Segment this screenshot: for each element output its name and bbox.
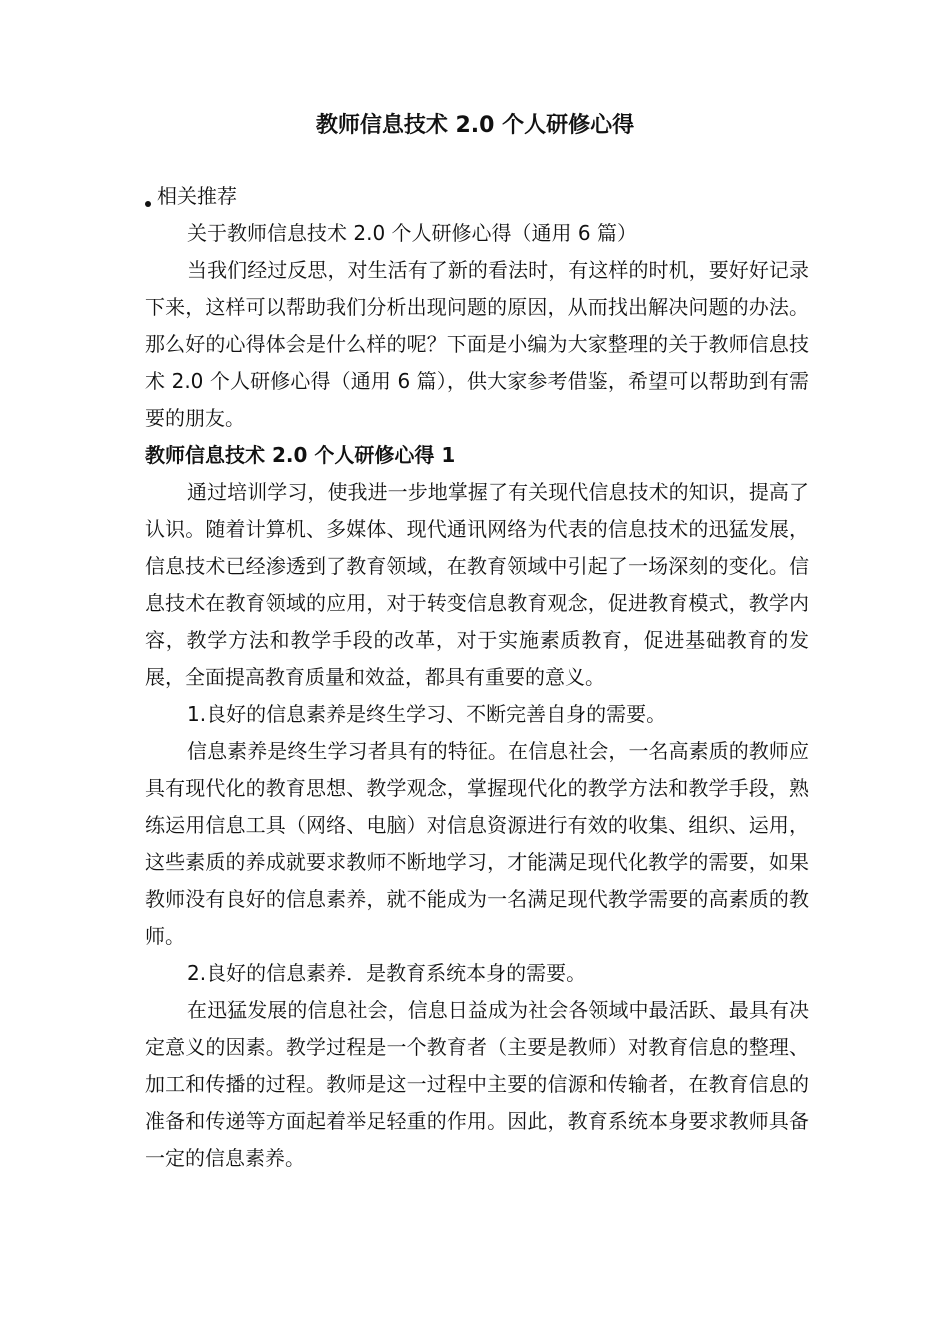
document-title: 教师信息技术 2.0 个人研修心得 xyxy=(315,113,635,138)
bullet-icon xyxy=(145,201,151,207)
related-label: 相关推荐 xyxy=(157,184,237,208)
intro-paragraph: 当我们经过反思，对生活有了新的看法时，有这样的时机，要好好记录下来，这样可以帮助我们分析出现问题的原因，从而找出解决问题的办法。那么好的心得体会是什么样的呢？下面是小编为大家整理的关于教师信息技术 2.0 个人研修心得（通用 6 篇），供大家参考借鉴，希望可以帮助到有需要的朋友。 xyxy=(145,258,809,430)
related-link[interactable]: 关于教师信息技术 2.0 个人研修心得（通用 6 篇） xyxy=(187,221,637,245)
paragraph-3: 在迅猛发展的信息社会，信息日益成为社会各领域中最活跃、最具有决定意义的因素。教学过程是一个教育者（主要是教师）对教育信息的整理、加工和传播的过程。教师是这一过程中主要的信源和传输者，在教育信息的准备和传递等方面起着举足轻重的作用。因此，教育系统本身要求教师具备一定的信息素养。 xyxy=(145,998,809,1170)
point-2-heading: 2.良好的信息素养．是教育系统本身的需要。 xyxy=(187,961,587,985)
related-recommend xyxy=(145,178,809,215)
section-heading: 教师信息技术 2.0 个人研修心得 1 xyxy=(145,443,456,467)
paragraph-1: 通过培训学习，使我进一步地掌握了有关现代信息技术的知识，提高了认识。随着计算机、多媒体、现代通讯网络为代表的信息技术的迅猛发展，信息技术已经渗透到了教育领域，在教育领域中引起了一场深刻的变化。信息技术在教育领域的应用，对于转变信息教育观念，促进教育模式，教学内容，教学方法和教学手段的改革，对于实施素质教育，促进基础教育的发展，全面提高教育质量和效益，都具有重要的意义。 xyxy=(145,480,809,689)
document-body xyxy=(145,178,809,1177)
point-1-heading: 1.良好的信息素养是终生学习、不断完善自身的需要。 xyxy=(187,702,667,726)
paragraph-2: 信息素养是终生学习者具有的特征。在信息社会，一名高素质的教师应具有现代化的教育思想、教学观念，掌握现代化的教学方法和教学手段，熟练运用信息工具（网络、电脑）对信息资源进行有效的收集、组织、运用，这些素质的养成就要求教师不断地学习，才能满足现代化教学的需要，如果教师没有良好的信息素养，就不能成为一名满足现代教学需要的高素质的教师。 xyxy=(145,739,809,948)
